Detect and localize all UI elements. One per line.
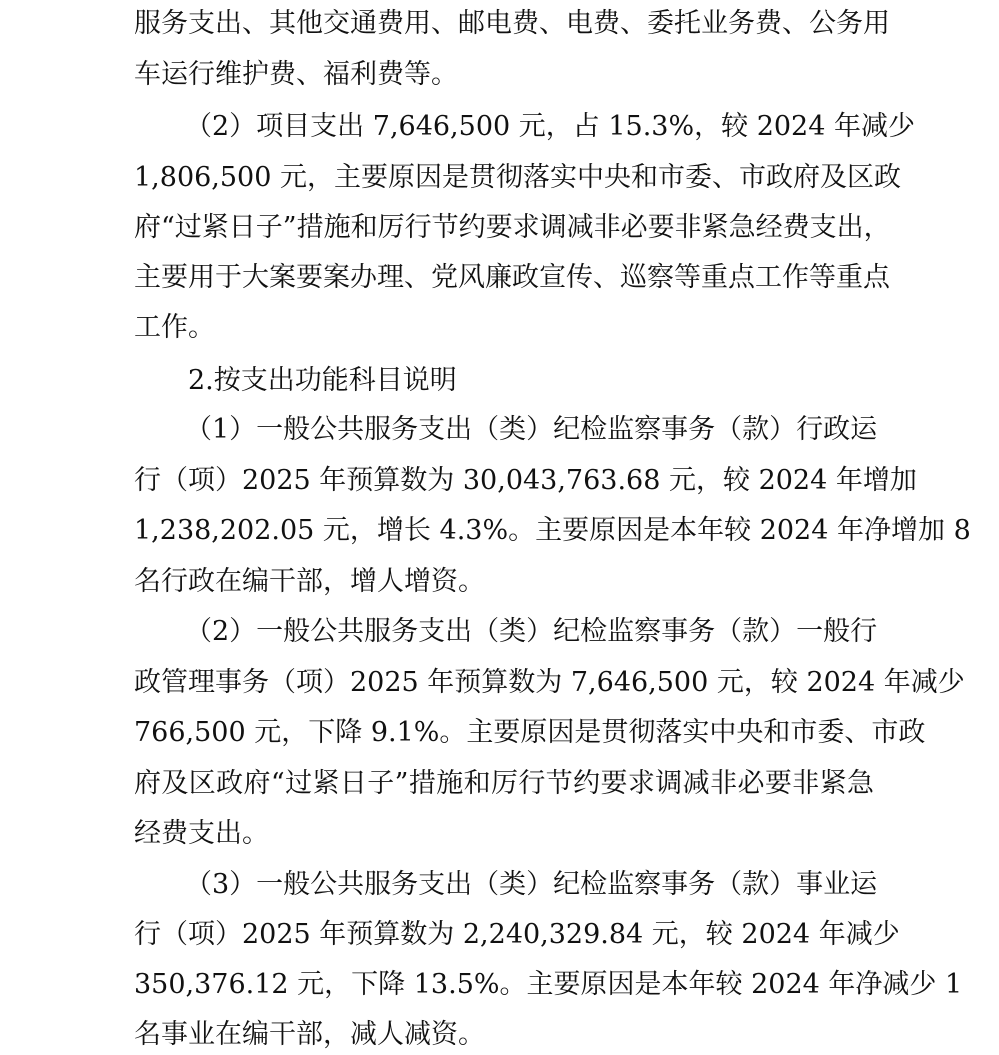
paragraph-2-line-4: 主要用于大案要案办理、党风廉政宣传、巡察等重点工作等重点 [134, 262, 890, 293]
paragraph-4-line-1: （2）一般公共服务支出（类）纪检监察事务（款）一般行 [185, 616, 878, 647]
paragraph-2-line-3: 府“过紧日子”措施和厉行节约要求调减非必要非紧急经费支出， [134, 212, 891, 243]
section-heading: 2.按支出功能科目说明 [188, 365, 457, 396]
paragraph-4-line-4: 府及区政府“过紧日子”措施和厉行节约要求调减非必要非紧急 [134, 768, 874, 799]
paragraph-3-line-4: 名行政在编干部，增人增资。 [134, 566, 485, 597]
paragraph-4-line-5: 经费支出。 [134, 818, 269, 849]
paragraph-2-line-5: 工作。 [134, 312, 215, 343]
paragraph-3-line-3: 1,238,202.05 元，增长 4.3%。主要原因是本年较 2024 年净增加 8 [134, 515, 971, 546]
paragraph-5-line-2: 行（项）2025 年预算数为 2,240,329.84 元，较 2024 年减少 [134, 919, 900, 950]
paragraph-4-line-2: 政管理事务（项）2025 年预算数为 7,646,500 元，较 2024 年减少 [134, 667, 965, 698]
paragraph-4-line-3: 766,500 元，下降 9.1%。主要原因是贯彻落实中央和市委、市政 [134, 717, 926, 748]
paragraph-3-line-1: （1）一般公共服务支出（类）纪检监察事务（款）行政运 [185, 414, 878, 445]
paragraph-5-line-4: 名事业在编干部，减人减资。 [134, 1019, 485, 1050]
paragraph-1-line-1: 服务支出、其他交通费用、邮电费、电费、委托业务费、公务用 [134, 8, 890, 39]
paragraph-5-line-1: （3）一般公共服务支出（类）纪检监察事务（款）事业运 [185, 869, 878, 900]
paragraph-2-line-1: （2）项目支出 7,646,500 元，占 15.3%，较 2024 年减少 [185, 111, 915, 142]
paragraph-1-line-2: 车运行维护费、福利费等。 [134, 59, 458, 90]
paragraph-5-line-3: 350,376.12 元，下降 13.5%。主要原因是本年较 2024 年净减少 1 [134, 969, 963, 1000]
paragraph-3-line-2: 行（项）2025 年预算数为 30,043,763.68 元，较 2024 年增加 [134, 465, 917, 496]
paragraph-2-line-2: 1,806,500 元，主要原因是贯彻落实中央和市委、市政府及区政 [134, 162, 901, 193]
